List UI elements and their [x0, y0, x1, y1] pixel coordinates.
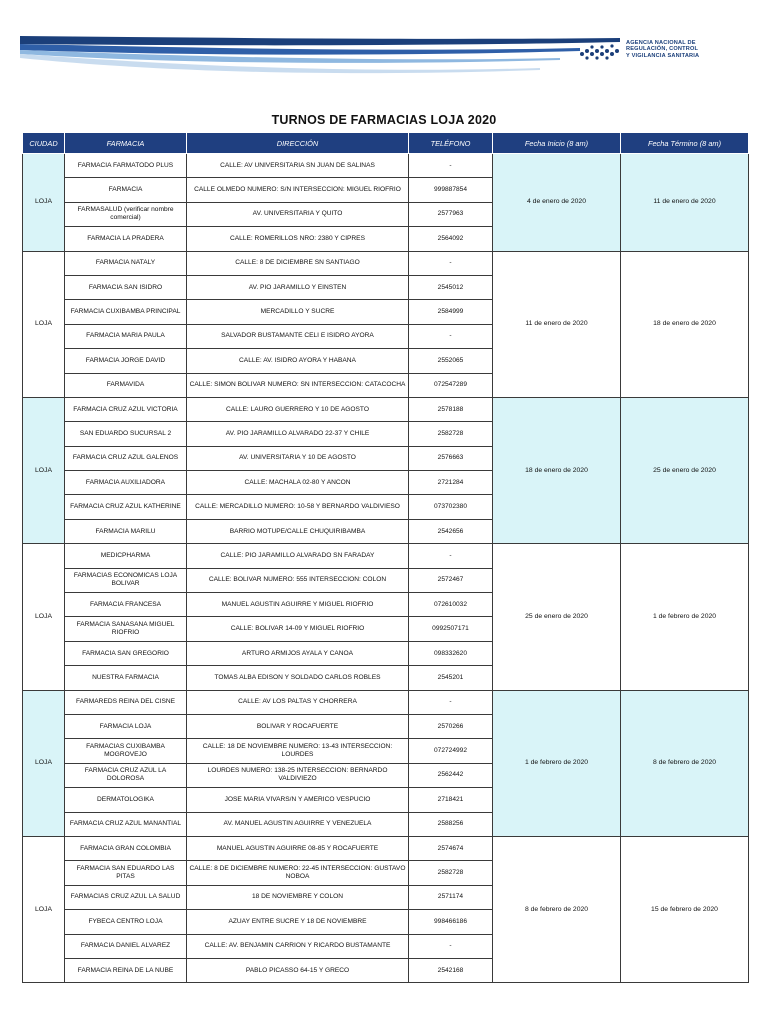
cell-fecha-inicio: 4 de enero de 2020	[493, 154, 621, 252]
cell-farmacia: FARMACIA FRANCESA	[65, 593, 187, 617]
table-row	[23, 544, 749, 568]
cell-direccion: TOMAS ALBA EDISON Y SOLDADO CARLOS ROBLES	[187, 666, 409, 690]
cell-farmacia: FARMACIA SAN ISIDRO	[65, 275, 187, 299]
cell-direccion: PABLO PICASSO 64-15 Y GRECO	[187, 958, 409, 982]
cell-direccion: CALLE: BOLIVAR 14-09 Y MIGUEL RIOFRIO	[187, 617, 409, 641]
table-row	[23, 836, 749, 860]
cell-direccion: CALLE: AV. BENJAMIN CARRION Y RICARDO BUSTAMANTE	[187, 934, 409, 958]
column-header-telefono: TELÉFONO	[409, 133, 493, 154]
cell-telefono: 998466186	[409, 910, 493, 934]
cell-farmacia: FARMACIA LA PRADERA	[65, 227, 187, 251]
cell-direccion: CALLE: AV LOS PALTAS Y CHORRERA	[187, 690, 409, 714]
cell-farmacia: FARMACIA JORGE DAVID	[65, 349, 187, 373]
cell-farmacia: FARMASALUD (verificar nombre comercial)	[65, 202, 187, 226]
cell-farmacia: FARMACIA REINA DE LA NUBE	[65, 958, 187, 982]
cell-telefono: 2564092	[409, 227, 493, 251]
column-header-fecha-inicio: Fecha Inicio (8 am)	[493, 133, 621, 154]
cell-telefono: -	[409, 544, 493, 568]
pharmacy-schedule-table	[22, 132, 749, 983]
cell-direccion: CALLE: BOLIVAR NUMERO: 555 INTERSECCION: COLON	[187, 568, 409, 592]
cell-telefono: 2542656	[409, 519, 493, 543]
agency-name-line3: Y VIGILANCIA SANITARIA	[626, 52, 700, 59]
cell-telefono: -	[409, 324, 493, 348]
cell-farmacia: FARMACIA CRUZ AZUL MANANTIAL	[65, 812, 187, 836]
cell-telefono: 2588256	[409, 812, 493, 836]
cell-telefono: 2582728	[409, 861, 493, 885]
cell-telefono: -	[409, 154, 493, 178]
cell-farmacia: NUESTRA FARMACIA	[65, 666, 187, 690]
cell-farmacia: DERMATOLOGIKA	[65, 788, 187, 812]
cell-direccion: AV. MANUEL AGUSTIN AGUIRRE Y VENEZUELA	[187, 812, 409, 836]
cell-farmacia: FARMACIA SAN EDUARDO LAS PITAS	[65, 861, 187, 885]
page-title: TURNOS DE FARMACIAS LOJA 2020	[271, 113, 497, 127]
cell-telefono: 0992507171	[409, 617, 493, 641]
cell-farmacia: FARMAVIDA	[65, 373, 187, 397]
agency-name-line2: REGULACIÓN, CONTROL	[626, 46, 699, 53]
cell-fecha-termino: 25 de enero de 2020	[621, 397, 749, 543]
cell-farmacia: FARMACIA AUXILIADORA	[65, 471, 187, 495]
cell-direccion: ARTURO ARMIJOS AYALA Y CANOA	[187, 641, 409, 665]
cell-direccion: CALLE: 18 DE NOVIEMBRE NUMERO: 13-43 INTERSECCION: LOURDES	[187, 739, 409, 763]
cell-telefono: 072610032	[409, 593, 493, 617]
cell-telefono: 072547289	[409, 373, 493, 397]
cell-direccion: CALLE: AV. ISIDRO AYORA Y HABANA	[187, 349, 409, 373]
cell-direccion: CALLE: MACHALA 02-80 Y ANCON	[187, 471, 409, 495]
cell-fecha-inicio: 11 de enero de 2020	[493, 251, 621, 397]
cell-direccion: AZUAY ENTRE SUCRE Y 18 DE NOVIEMBRE	[187, 910, 409, 934]
cell-farmacia: FARMACIA SANASANA MIGUEL RIOFRIO	[65, 617, 187, 641]
cell-telefono: 2570266	[409, 714, 493, 738]
cell-farmacia: FARMACIA DANIEL ALVAREZ	[65, 934, 187, 958]
cell-farmacia: SAN EDUARDO SUCURSAL 2	[65, 422, 187, 446]
table-row	[23, 154, 749, 178]
cell-telefono: 2576663	[409, 446, 493, 470]
cell-direccion: CALLE: PIO JARAMILLO ALVARADO SN FARADAY	[187, 544, 409, 568]
agency-logo	[578, 38, 748, 68]
cell-ciudad: LOJA	[23, 251, 65, 397]
cell-direccion: CALLE: MERCADILLO NUMERO: 10-58 Y BERNARDO VALDIVIESO	[187, 495, 409, 519]
cell-telefono: 073702380	[409, 495, 493, 519]
cell-telefono: -	[409, 690, 493, 714]
cell-direccion: AV. UNIVERSITARIA Y 10 DE AGOSTO	[187, 446, 409, 470]
cell-telefono: 098332620	[409, 641, 493, 665]
cell-fecha-termino: 15 de febrero de 2020	[621, 836, 749, 982]
column-header-direccion: DIRECCIÓN	[187, 133, 409, 154]
cell-farmacia: FARMACIA CRUZ AZUL KATHERINE	[65, 495, 187, 519]
table-row	[23, 397, 749, 421]
cell-telefono: 2577963	[409, 202, 493, 226]
cell-telefono: 2545201	[409, 666, 493, 690]
cell-farmacia: FARMACIAS CRUZ AZUL LA SALUD	[65, 885, 187, 909]
cell-farmacia: FARMAREDS REINA DEL CISNE	[65, 690, 187, 714]
agency-name	[626, 40, 699, 59]
cell-direccion: AV. UNIVERSITARIA Y QUITO	[187, 202, 409, 226]
column-header-ciudad: CIUDAD	[23, 133, 65, 154]
cell-fecha-termino: 18 de enero de 2020	[621, 251, 749, 397]
cell-direccion: LOURDES NUMERO: 138-25 INTERSECCION: BERNARDO VALDIVIEZO	[187, 763, 409, 787]
cell-farmacia: FARMACIA CUXIBAMBA PRINCIPAL	[65, 300, 187, 324]
cell-direccion: SALVADOR BUSTAMANTE CELI E ISIDRO AYORA	[187, 324, 409, 348]
cell-ciudad: LOJA	[23, 397, 65, 543]
cell-fecha-inicio: 25 de enero de 2020	[493, 544, 621, 690]
cell-fecha-inicio: 1 de febrero de 2020	[493, 690, 621, 836]
cell-telefono: 2721284	[409, 471, 493, 495]
cell-farmacia: MEDICPHARMA	[65, 544, 187, 568]
cell-direccion: 18 DE NOVIEMBRE Y COLON	[187, 885, 409, 909]
cell-direccion: MANUEL AGUSTIN AGUIRRE Y MIGUEL RIOFRIO	[187, 593, 409, 617]
cell-fecha-inicio: 18 de enero de 2020	[493, 397, 621, 543]
cell-farmacia: FARMACIAS ECONOMICAS LOJA BOLIVAR	[65, 568, 187, 592]
cell-telefono: 2542168	[409, 958, 493, 982]
cell-fecha-termino: 11 de enero de 2020	[621, 154, 749, 252]
cell-telefono: 2572467	[409, 568, 493, 592]
cell-fecha-termino: 8 de febrero de 2020	[621, 690, 749, 836]
cell-fecha-inicio: 8 de febrero de 2020	[493, 836, 621, 982]
cell-farmacia: FARMACIA NATALY	[65, 251, 187, 275]
cell-telefono: -	[409, 251, 493, 275]
cell-telefono: 2582728	[409, 422, 493, 446]
cell-direccion: AV. PIO JARAMILLO ALVARADO 22-37 Y CHILE	[187, 422, 409, 446]
cell-farmacia: FARMACIA GRAN COLOMBIA	[65, 836, 187, 860]
cell-direccion: CALLE: ROMERILLOS NRO: 2380 Y CIPRES	[187, 227, 409, 251]
cell-telefono: 2562442	[409, 763, 493, 787]
cell-fecha-termino: 1 de febrero de 2020	[621, 544, 749, 690]
cell-direccion: CALLE: 8 DE DICIEMBRE SN SANTIAGO	[187, 251, 409, 275]
cell-telefono: 2584999	[409, 300, 493, 324]
cell-farmacia: FARMACIA SAN GREGORIO	[65, 641, 187, 665]
column-header-fecha-termino: Fecha Término (8 am)	[621, 133, 749, 154]
cell-direccion: CALLE: SIMON BOLIVAR NUMERO: SN INTERSECCION: CATACOCHA	[187, 373, 409, 397]
cell-telefono: 2718421	[409, 788, 493, 812]
cell-telefono: 2545012	[409, 275, 493, 299]
cell-farmacia: FARMACIA CRUZ AZUL GALENOS	[65, 446, 187, 470]
cell-ciudad: LOJA	[23, 154, 65, 252]
cell-telefono: 2578188	[409, 397, 493, 421]
cell-telefono: 999887854	[409, 178, 493, 202]
cell-farmacia: FARMACIA MARIA PAULA	[65, 324, 187, 348]
cell-farmacia: FARMACIA FARMATODO PLUS	[65, 154, 187, 178]
table-header-row	[23, 133, 749, 154]
cell-ciudad: LOJA	[23, 836, 65, 982]
cell-direccion: CALLE: AV UNIVERSITARIA SN JUAN DE SALINAS	[187, 154, 409, 178]
cell-direccion: BOLIVAR Y ROCAFUERTE	[187, 714, 409, 738]
cell-direccion: BARRIO MOTUPE/CALLE CHUQUIRIBAMBA	[187, 519, 409, 543]
cell-farmacia: FARMACIA	[65, 178, 187, 202]
cell-telefono: 2574674	[409, 836, 493, 860]
cell-farmacia: FARMACIA LOJA	[65, 714, 187, 738]
cell-telefono: -	[409, 934, 493, 958]
column-header-farmacia: FARMACIA	[65, 133, 187, 154]
cell-direccion: CALLE: LAURO GUERRERO Y 10 DE AGOSTO	[187, 397, 409, 421]
agency-name-line1: AGENCIA NACIONAL DE	[626, 40, 696, 46]
table-row	[23, 690, 749, 714]
cell-farmacia: FARMACIA MARILU	[65, 519, 187, 543]
cell-direccion: JOSE MARIA VIVARS/N Y AMERICO VESPUCIO	[187, 788, 409, 812]
table-body	[23, 154, 749, 983]
agency-logo-icon	[578, 40, 622, 64]
cell-farmacia: FARMACIA CRUZ AZUL VICTORIA	[65, 397, 187, 421]
cell-direccion: CALLE OLMEDO NUMERO: S/N INTERSECCION: MIGUEL RIOFRIO	[187, 178, 409, 202]
cell-farmacia: FYBECA CENTRO LOJA	[65, 910, 187, 934]
cell-direccion: MANUEL AGUSTIN AGUIRRE 08-85 Y ROCAFUERTE	[187, 836, 409, 860]
cell-direccion: CALLE: 8 DE DICIEMBRE NUMERO: 22-45 INTERSECCION: GUSTAVO NOBOA	[187, 861, 409, 885]
cell-direccion: AV. PIO JARAMILLO Y EINSTEN	[187, 275, 409, 299]
cell-farmacia: FARMACIAS CUXIBAMBA MOGROVEJO	[65, 739, 187, 763]
cell-telefono: 072724992	[409, 739, 493, 763]
cell-farmacia: FARMACIA CRUZ AZUL LA DOLOROSA	[65, 763, 187, 787]
table-row	[23, 251, 749, 275]
cell-telefono: 2552065	[409, 349, 493, 373]
cell-ciudad: LOJA	[23, 690, 65, 836]
cell-telefono: 2571174	[409, 885, 493, 909]
cell-direccion: MERCADILLO Y SUCRE	[187, 300, 409, 324]
cell-ciudad: LOJA	[23, 544, 65, 690]
